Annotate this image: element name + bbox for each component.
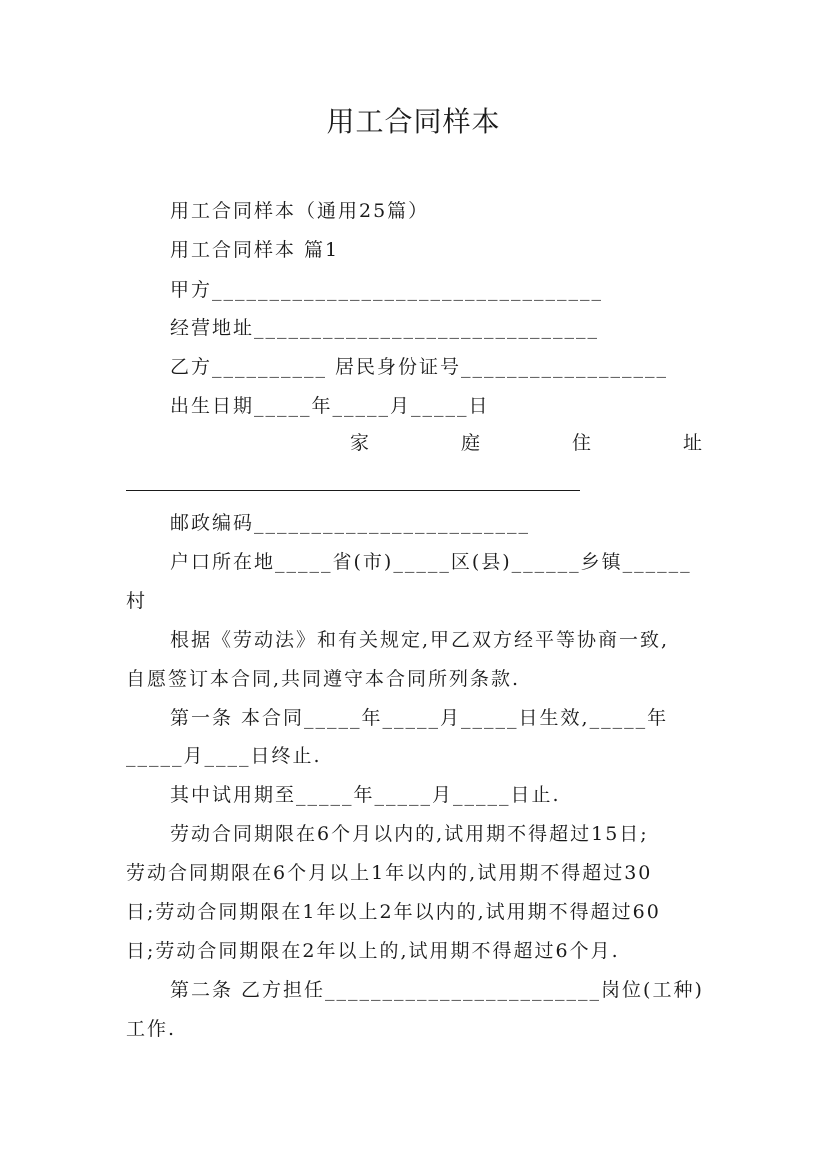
probation-rule-line: 日;劳动合同期限在1年以上2年以内的,试用期不得超过60 <box>126 901 661 923</box>
paragraph-line: 自愿签订本合同,共同遵守本合同所列条款. <box>126 668 521 690</box>
probation-rule-line: 劳动合同期限在6个月以上1年以内的,试用期不得超过30 <box>126 862 653 884</box>
home-address-char: 家 <box>350 432 370 454</box>
party-a-line: 甲方__________________________________ <box>170 279 604 301</box>
probation-line: 其中试用期至_____年_____月_____日止. <box>170 784 561 806</box>
home-address-char: 住 <box>571 432 591 454</box>
home-address-char: 庭 <box>460 432 480 454</box>
probation-rule-line: 日;劳动合同期限在2年以上的,试用期不得超过6个月. <box>126 940 620 962</box>
business-address-line: 经营地址______________________________ <box>170 317 600 339</box>
postal-code-line: 邮政编码________________________ <box>170 512 531 534</box>
document-title: 用工合同样本 <box>326 105 501 138</box>
party-b-line: 乙方__________ 居民身份证号__________________ <box>170 356 669 378</box>
article-one-line: 第一条 本合同_____年_____月_____日生效,_____年 <box>170 707 669 729</box>
paragraph-line: 根据《劳动法》和有关规定,甲乙双方经平等协商一致, <box>170 629 670 651</box>
subtitle-line: 用工合同样本（通用25篇） <box>170 200 430 222</box>
article-one-line: _____月____日终止. <box>126 745 322 767</box>
home-address-label <box>350 430 702 456</box>
birth-date-line: 出生日期_____年_____月_____日 <box>170 395 490 417</box>
article-two-line: 第二条 乙方担任________________________岗位(工种) <box>170 979 704 1001</box>
article-two-line: 工作. <box>126 1018 177 1040</box>
home-address-blank <box>126 490 580 491</box>
probation-rule-line: 劳动合同期限在6个月以内的,试用期不得超过15日; <box>170 823 649 845</box>
article-heading: 用工合同样本 篇1 <box>170 239 340 261</box>
home-address-char: 址 <box>682 432 702 454</box>
household-registration-line: 户口所在地_____省(市)_____区(县)______乡镇______ <box>170 551 692 573</box>
village-line: 村 <box>126 590 148 612</box>
